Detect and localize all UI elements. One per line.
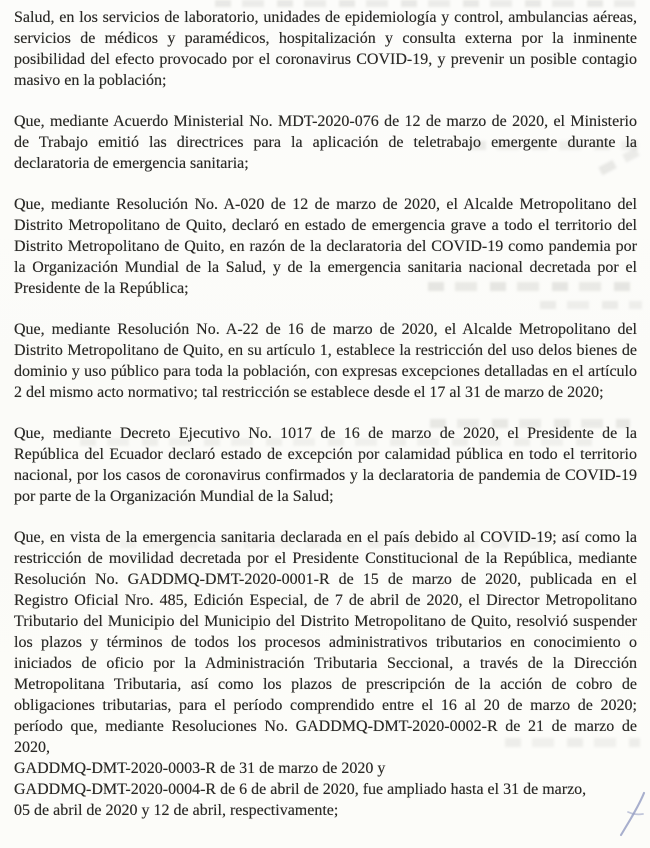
paragraph-salud-servicios: Salud, en los servicios de laboratorio, unidades de epidemiología y control, ambulancias aéreas, servicios de médicos y paramédicos, hospitalización y consulta externa por la inminente posibilidad del efecto provocado por el coronavirus COVID-19, y prevenir un posible contagio masivo en la población; [14, 9, 637, 89]
paragraph-decreto-ejecutivo-1017: Que, mediante Decreto Ejecutivo No. 1017 de 16 de marzo de 2020, el Presidente de la República del Ecuador declaró estado de excepción por calamidad pública en todo el territorio nacional, por los casos de coronavirus confirmados y la declaratoria de pandemia de COVID-19 por parte de la Organización Mundial de la Salud; [14, 425, 637, 505]
scan-bleed-artifact [215, 0, 635, 7]
line-fechas-respectivamente: 05 de abril de 2020 y 12 de abril, respectivamente; [14, 802, 339, 819]
paragraph-resolucion-a-22: Que, mediante Resolución No. A-22 de 16 de marzo de 2020, el Alcalde Metropolitano del Distrito Metropolitano de Quito, en su artículo 1, establece la restricción del uso delos bienes de dominio y uso público para toda la población, con expresas excepciones detalladas en el artículo 2 del mismo acto normativo; tal restricción se establece desde el 17 al 31 de marzo de 2020; [14, 321, 637, 401]
paragraph-acuerdo-ministerial-mdt-2020-076: Que, mediante Acuerdo Ministerial No. MDT-2020-076 de 12 de marzo de 2020, el Ministerio de Trabajo emitió las directrices para la aplicación de teletrabajo emergente durante la declaratoria de emergencia sanitaria; [14, 113, 637, 172]
paragraph-emergencia-sanitaria-resoluciones: Que, en vista de la emergencia sanitaria declarada en el país debido al COVID-19; así como la restricción de movilidad decretada por el Presidente Constitucional de la República, mediante Resolución No. GADDMQ-DMT-2020-0001-R de 15 de marzo de 2020, publicada en el Registro Oficial Nro. 485, Edición Especial, de 7 de abril de 2020, el Director Metropolitano Tributario del Municipio del Municipio del Distrito Metropolitano de Quito, resolvió suspender los plazos y términos de todos los procesos administrativos tributarios en conocimiento o iniciados de oficio por la Administración Tributaria Seccional, a través de la Dirección Metropolitana Tributaria, así como los plazos de prescripción de la acción de cobro de obligaciones tributarias, para el período comprendido entre el 16 al 20 de marzo de 2020; período que, mediante Resoluciones No. GADDMQ-DMT-2020-0002-R de 21 de marzo de 2020, [14, 529, 637, 756]
pen-mark-annotation [618, 790, 650, 838]
line-resolucion-gaddmq-0003: GADDMQ-DMT-2020-0003-R de 31 de marzo de 2020 y [14, 760, 386, 777]
document-text-body [14, 7, 637, 821]
paragraph-resolucion-a-020: Que, mediante Resolución No. A-020 de 12 de marzo de 2020, el Alcalde Metropolitano del Distrito Metropolitano de Quito, declaró en estado de emergencia grave a todo el territorio del Distrito Metropolitano de Quito, en razón de la declaratoria del COVID-19 como pandemia por la Organización Mundial de la Salud, y de la emergencia sanitaria nacional decretada por el Presidente de la República; [14, 196, 637, 297]
line-resolucion-gaddmq-0004: GADDMQ-DMT-2020-0004-R de 6 de abril de 2020, fue ampliado hasta el 31 de marzo, [14, 781, 587, 798]
